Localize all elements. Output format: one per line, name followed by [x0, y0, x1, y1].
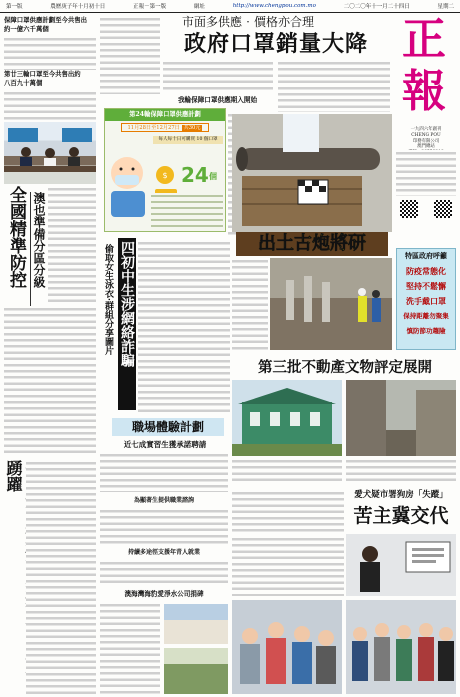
heritage-street-illustration — [346, 380, 456, 456]
students-fraud-headline: 四初中生涉網絡詐騙 — [118, 238, 136, 410]
promo-price: 共30元 — [183, 125, 201, 131]
qr-code — [400, 200, 418, 218]
heritage-building-photo — [232, 380, 342, 456]
dog-text-2 — [232, 536, 344, 596]
page-number: 第一版 — [6, 4, 23, 10]
masthead-fineprint — [396, 150, 456, 196]
press-conference-photo — [4, 122, 96, 184]
work-experience-headline: 職場體驗計劃 — [112, 418, 224, 436]
dog-owner-illustration — [346, 534, 456, 596]
lunar-date: 農歷庚子年十月初十日 — [50, 4, 106, 10]
cleanup-text — [100, 602, 160, 696]
cannon-caption-box — [283, 114, 319, 152]
left-headline-2: 第廿三輪口罩至今共售出約 — [4, 70, 81, 78]
left-text-3 — [48, 186, 96, 304]
youth-employment-head: 持續多途徑支援年青人就業 — [127, 549, 200, 556]
masthead-char-1: 正 — [402, 14, 446, 65]
flu-vaccine-headline: 踴躍 — [4, 460, 23, 492]
vaccine-crowd-photo-1 — [232, 600, 342, 694]
promo-title-bar: 第24輪保障口罩供應計劃 — [105, 109, 225, 121]
heritage-text-1 — [232, 458, 342, 484]
work-text-3 — [100, 560, 228, 586]
gregorian-date: 二〇二〇年十一月二十四日 — [343, 4, 410, 10]
promo-date: 11月28日至12月27日 — [127, 125, 180, 131]
career-advice-head: 為顯著生提供職業諮詢 — [133, 497, 194, 504]
crowd-illustration-2 — [346, 600, 456, 694]
promo-date-bar — [121, 123, 209, 132]
cleanup-photo-1 — [164, 604, 228, 644]
promo-unit: 個 — [209, 171, 217, 181]
left-headline-2b: 八百九十萬個 — [4, 79, 43, 87]
cleanup-headline: 澳海灣海豹愛淨水公司捐碑 — [124, 590, 204, 598]
press-conference-figures — [4, 122, 96, 184]
students-text — [138, 240, 230, 412]
lead-text-2 — [163, 60, 273, 92]
heritage-text-2 — [346, 458, 456, 484]
cleanup-photo-2 — [164, 648, 228, 694]
national-precision-control-headline: 全國精準防控 — [6, 186, 26, 288]
qr-code-2 — [434, 200, 452, 218]
url-label: 網址 — [193, 4, 205, 10]
svg-text:$: $ — [162, 171, 168, 180]
notice-title: 特區政府呼籲 — [405, 251, 447, 260]
dog-kicker: 愛犬疑市署狗房「失蹤」 — [354, 490, 448, 500]
dog-text-1 — [232, 490, 344, 534]
vaccine-crowd-photo-2 — [346, 600, 456, 694]
masthead-info-2: CHENG POU — [411, 132, 441, 138]
paper-label: 正報－第一版 — [133, 4, 167, 10]
left-text-2 — [4, 90, 96, 120]
work-experience-subhead: 近七成實習生獲承諾聘請 — [123, 440, 207, 449]
masthead-info-4: 澳門總站 — [417, 144, 435, 150]
notice-item-5: 慎防節功趨險 — [398, 326, 454, 337]
heritage-building-illustration — [232, 380, 342, 456]
paper-url[interactable]: http://www.chengpou.com.mo — [232, 3, 316, 9]
work-text-1 — [100, 452, 228, 492]
left-text-5 — [26, 460, 96, 694]
students-fraud-side: 偷取女生泳衣‧群組分享圖片 — [103, 244, 113, 355]
heritage-headline: 第三批不動產文物評定展開 — [258, 359, 432, 376]
masthead-info-1: 一九四六年創刊 — [410, 127, 442, 132]
left-text-4 — [4, 306, 96, 456]
left-text-1 — [4, 36, 96, 70]
crowd-illustration-1 — [232, 600, 342, 694]
lead-kicker: 市面多供應‧價格亦合理 — [181, 15, 314, 29]
masthead-char-2: 報 — [402, 66, 446, 117]
notice-item-4: 保持距離勿聚集 — [398, 311, 454, 322]
notice-item-3: 洗手戴口罩 — [398, 296, 454, 307]
left-headline-1: 保障口罩供應計劃至今共售出 — [4, 16, 88, 24]
promo-fineprint — [151, 193, 223, 229]
work-text-2 — [100, 508, 228, 546]
notice-item-1: 防疫常態化 — [398, 266, 454, 277]
promo-amount: 24 — [181, 163, 209, 187]
left-headline-1b: 約一億六千萬個 — [4, 25, 49, 33]
masthead-info-3: 印務有限公司 — [412, 138, 440, 144]
dog-headline: 苦主冀交代 — [353, 505, 449, 527]
cannon-text — [232, 258, 268, 350]
weekday: 星期二 — [437, 4, 454, 10]
cannon-headline: 出土古炮將研 — [236, 232, 388, 256]
dog-owner-photo — [346, 534, 456, 596]
lead-text-1 — [100, 16, 160, 94]
mask-promo-graphic — [104, 108, 226, 232]
lead-subhead: 我輪保障口罩供應期入開始 — [177, 96, 258, 104]
excavation-illustration — [270, 258, 392, 350]
excavation-photo — [270, 258, 392, 350]
lead-headline: 政府口罩銷量大降 — [183, 31, 368, 57]
macao-zoning-headline: 澳也準備分區分級 — [30, 192, 46, 312]
notice-item-2: 堅持不鬆懈 — [398, 281, 454, 292]
heritage-street-photo — [346, 380, 456, 456]
top-bar — [0, 0, 460, 13]
promo-limit-caption: 每人每十日可購買 10 個口罩 — [153, 136, 223, 144]
lead-text-3 — [278, 60, 390, 112]
